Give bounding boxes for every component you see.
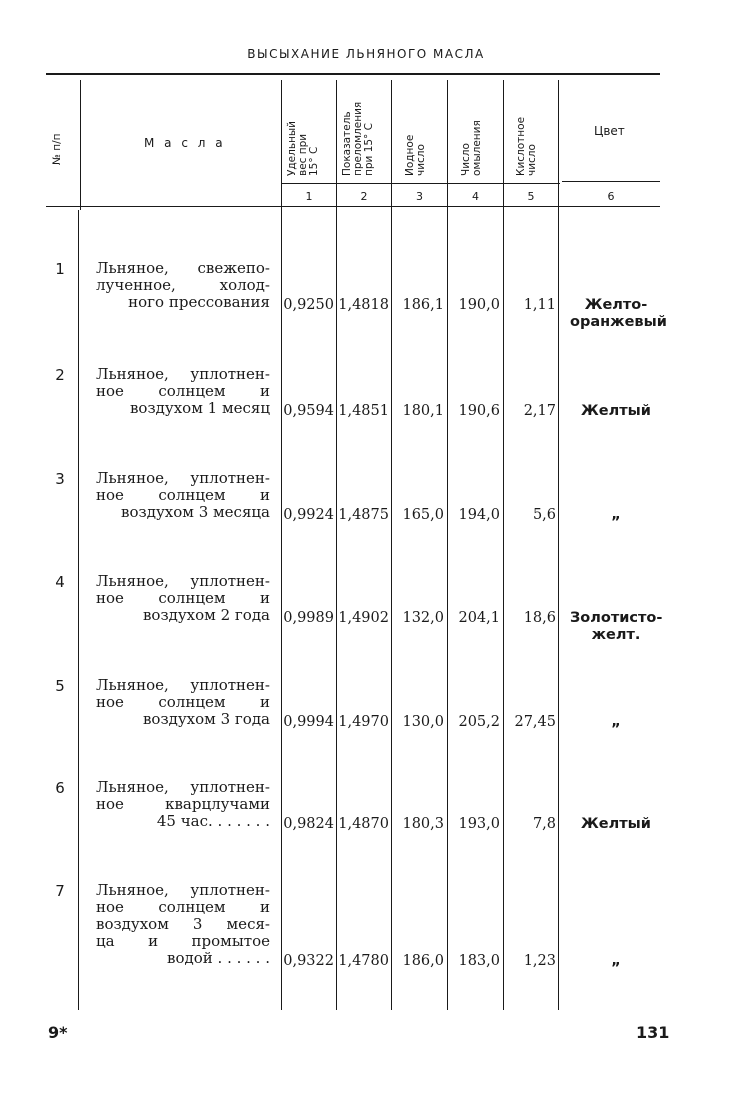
cell-refraction: 1,4970 [338, 714, 389, 730]
cell-iodine: 180,3 [402, 816, 444, 832]
col-divider-6 [558, 80, 559, 1010]
row-number: 7 [55, 882, 65, 900]
header-refraction: Показатель преломления при 15° С [341, 101, 375, 176]
cell-refraction: 1,4780 [338, 953, 389, 969]
cell-acid: 1,23 [523, 953, 556, 969]
oil-description [96, 366, 270, 417]
header-density: Удельный вес при 15° С [286, 121, 320, 176]
cell-iodine: 165,0 [402, 507, 444, 523]
colnum-2: 2 [360, 190, 368, 203]
running-head: ВЫСЫХАНИЕ ЛЬНЯНОГО МАСЛА [247, 47, 485, 61]
cell-color: „ [611, 714, 621, 730]
cell-iodine: 186,1 [402, 297, 444, 313]
oil-line: ца и промытое [96, 932, 270, 950]
col-divider-3 [391, 80, 392, 1010]
cell-saponification: 193,0 [458, 816, 500, 832]
cell-refraction: 1,4902 [338, 610, 389, 626]
oil-line: воздухом 3 месяца [121, 503, 270, 521]
colnum-top-rule [282, 183, 560, 184]
oil-line: ное кварцлучами [96, 795, 270, 813]
oil-line: воздухом 1 месяц [129, 399, 270, 417]
oil-line: ное солнцем и [96, 898, 270, 916]
cell-acid: 18,6 [523, 610, 556, 626]
cell-acid: 2,17 [523, 403, 556, 419]
oil-description [96, 470, 270, 521]
cell-acid: 27,45 [514, 714, 556, 730]
oil-line: Льняное, уплотнен- [96, 676, 270, 694]
row-number: 5 [55, 677, 65, 695]
colnum-4: 4 [472, 190, 479, 203]
cell-saponification: 190,6 [458, 403, 500, 419]
header-oil: М а с л а [144, 136, 226, 150]
oil-line: воздухом 2 года [142, 606, 270, 624]
cell-color: Золотисто- желт. [570, 610, 663, 643]
row-number: 2 [55, 366, 65, 384]
oil-line: лученное, холод- [96, 276, 270, 294]
cell-density: 0,9824 [283, 816, 334, 832]
oil-line: ное солнцем и [96, 486, 270, 504]
cell-density: 0,9322 [283, 953, 334, 969]
header-color: Цвет [594, 124, 625, 138]
color-sub-rule [562, 181, 660, 182]
col-divider-4 [447, 80, 448, 1010]
oil-description [96, 677, 270, 728]
cell-refraction: 1,4818 [338, 297, 389, 313]
oil-line: Льняное, уплотнен- [96, 881, 270, 899]
cell-iodine: 186,0 [402, 953, 444, 969]
col-divider-5 [503, 80, 504, 1010]
cell-density: 0,9594 [283, 403, 334, 419]
oil-description [96, 779, 270, 830]
cell-acid: 1,11 [523, 297, 556, 313]
cell-color: Желтый [581, 816, 651, 832]
oil-line: Льняное, уплотнен- [96, 572, 270, 590]
colnum-6: 6 [607, 190, 615, 203]
oil-description [96, 573, 270, 624]
header-saponification: Число омыления [460, 120, 483, 176]
oil-line: водой . . . . . . [167, 949, 270, 967]
colnum-3: 3 [416, 190, 423, 203]
col-divider-2 [336, 80, 337, 1010]
cell-refraction: 1,4851 [338, 403, 389, 419]
cell-color: Желто- оранжевый [570, 297, 667, 330]
page-number: 131 [636, 1023, 670, 1042]
cell-refraction: 1,4870 [338, 816, 389, 832]
cell-density: 0,9994 [283, 714, 334, 730]
colnum-5: 5 [527, 190, 535, 203]
oil-line: ное солнцем и [96, 693, 270, 711]
header-iodine: Иодное число [404, 134, 427, 176]
cell-saponification: 205,2 [458, 714, 500, 730]
col-divider-left [78, 210, 79, 1010]
oil-line: воздухом 3 года [142, 710, 270, 728]
row-number: 3 [55, 470, 65, 488]
cell-density: 0,9924 [283, 507, 334, 523]
cell-color: „ [611, 953, 621, 969]
header-bottom-rule [46, 206, 660, 207]
signature-mark: 9* [48, 1023, 68, 1042]
cell-iodine: 130,0 [402, 714, 444, 730]
cell-color: Желтый [581, 403, 651, 419]
cell-refraction: 1,4875 [338, 507, 389, 523]
oil-description [96, 260, 270, 311]
cell-acid: 5,6 [532, 507, 556, 523]
cell-iodine: 132,0 [402, 610, 444, 626]
cell-density: 0,9989 [283, 610, 334, 626]
cell-density: 0,9250 [283, 297, 334, 313]
oil-line: ное солнцем и [96, 589, 270, 607]
oil-line: 45 час. . . . . . . [156, 812, 270, 830]
oil-line: Льняное, уплотнен- [96, 469, 270, 487]
cell-iodine: 180,1 [402, 403, 444, 419]
row-number: 4 [55, 573, 65, 591]
col-divider-1 [281, 80, 282, 1010]
oil-line: ное солнцем и [96, 382, 270, 400]
cell-saponification: 204,1 [458, 610, 500, 626]
col-divider-oil [80, 80, 81, 210]
oil-line: Льняное, уплотнен- [96, 365, 270, 383]
oil-line: Льняное, уплотнен- [96, 778, 270, 796]
cell-color: „ [611, 507, 621, 523]
row-number: 1 [55, 260, 65, 278]
header-num: № п/п [51, 133, 63, 165]
oil-line: ного прессования [128, 293, 270, 311]
cell-saponification: 183,0 [458, 953, 500, 969]
oil-line: воздухом 3 меся- [96, 915, 270, 933]
oil-description [96, 882, 270, 967]
row-number: 6 [55, 779, 65, 797]
oil-line: Льняное, свежепо- [96, 259, 270, 277]
top-rule [46, 73, 660, 75]
header-acid: Кислотное число [515, 116, 538, 176]
colnum-1: 1 [305, 190, 313, 203]
cell-saponification: 190,0 [458, 297, 500, 313]
cell-acid: 7,8 [532, 816, 556, 832]
cell-saponification: 194,0 [458, 507, 500, 523]
